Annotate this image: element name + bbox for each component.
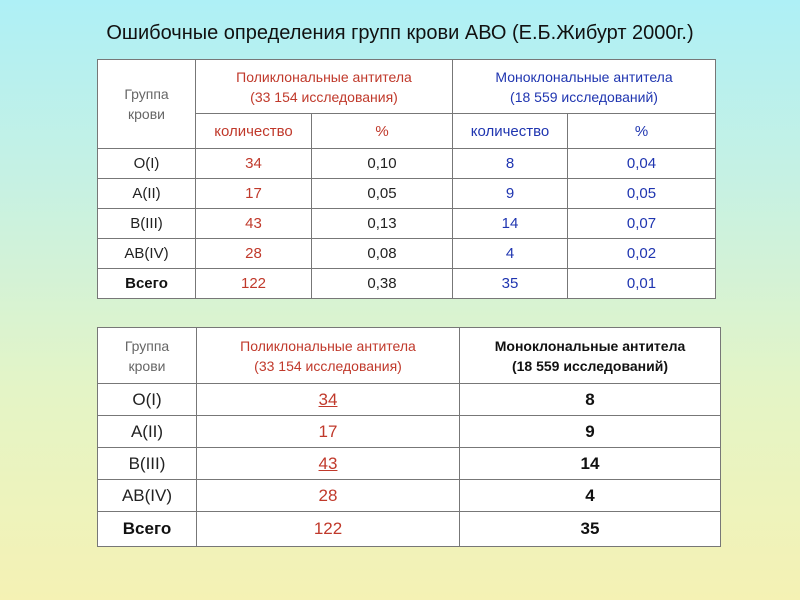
group-header-line1: Группа (124, 86, 169, 102)
poly-count-cell: 28 (197, 480, 460, 512)
poly-count-cell: 28 (196, 239, 312, 269)
group-cell: O(I) (98, 384, 197, 416)
mono-count-cell: 14 (453, 209, 568, 239)
table-row-total (98, 512, 721, 547)
mono-count-cell: 9 (460, 416, 721, 448)
table-row (98, 239, 716, 269)
page-title: Ошибочные определения групп крови АВО (Е.Б.Жибурт 2000г.) (106, 22, 694, 44)
poly-count-cell: 43 (196, 209, 312, 239)
group-cell: A(II) (98, 179, 196, 209)
poly-count-cell: 34 (196, 149, 312, 179)
mono-count-cell: 35 (460, 512, 721, 547)
error-stats-table-summary (97, 327, 721, 547)
poly-pct-cell: 0,13 (312, 209, 453, 239)
group-header-cell (98, 328, 197, 384)
group-cell: AB(IV) (98, 480, 197, 512)
poly-count-cell: 17 (197, 416, 460, 448)
mono-count-cell: 14 (460, 448, 721, 480)
mono-header-line2: (18 559 исследований) (511, 357, 669, 374)
group-header-cell (98, 60, 196, 149)
table-row (98, 480, 721, 512)
group-cell: A(II) (98, 416, 197, 448)
mono-header-cell (460, 328, 721, 384)
total-label-cell: Всего (98, 512, 197, 547)
poly-pct-cell: 0,05 (312, 179, 453, 209)
poly-header-line2: (33 154 исследования) (254, 357, 402, 374)
mono-count-cell: 8 (460, 384, 721, 416)
table-row-total (98, 269, 716, 299)
mono-pct-cell: 0,04 (568, 149, 716, 179)
mono-count-cell: 4 (453, 239, 568, 269)
poly-pct-cell: 0,10 (312, 149, 453, 179)
mono-pct-cell: 0,05 (568, 179, 716, 209)
poly-count-cell: 43 (197, 448, 460, 480)
error-stats-table-detailed (97, 59, 716, 299)
group-cell: B(III) (98, 448, 197, 480)
group-cell: B(III) (98, 209, 196, 239)
group-cell: AB(IV) (98, 239, 196, 269)
group-cell: O(I) (98, 149, 196, 179)
mono-count-cell: 8 (453, 149, 568, 179)
mono-count-cell: 4 (460, 480, 721, 512)
mono-header-line2: (18 559 исследований) (510, 88, 658, 105)
mono-pct-cell: 0,01 (568, 269, 716, 299)
mono-pct-cell: 0,07 (568, 209, 716, 239)
poly-count-cell: 122 (197, 512, 460, 547)
poly-header-line1: Поликлональные антитела (240, 337, 416, 354)
mono-count-cell: 35 (453, 269, 568, 299)
poly-pct-cell: 0,08 (312, 239, 453, 269)
table-row (98, 179, 716, 209)
group-header-line2: крови (128, 357, 166, 374)
poly-count-cell: 34 (197, 384, 460, 416)
mono-header-line1: Моноклональные антитела (495, 68, 673, 85)
mono-count-cell: 9 (453, 179, 568, 209)
table-row (98, 149, 716, 179)
total-label-cell: Всего (98, 269, 196, 299)
poly-count-cell: 17 (196, 179, 312, 209)
group-header-line2: крови (128, 106, 165, 122)
mono-pct-cell: 0,02 (568, 239, 716, 269)
group-header-line1: Группа (124, 337, 170, 354)
table-row (98, 384, 721, 416)
table-row (98, 416, 721, 448)
poly-header-cell (196, 60, 453, 114)
poly-pct-cell: 0,38 (312, 269, 453, 299)
table-row (98, 209, 716, 239)
subheader-mono-count: количество (453, 114, 568, 149)
poly-count-cell: 122 (196, 269, 312, 299)
table-row (98, 448, 721, 480)
mono-header-cell (453, 60, 716, 114)
subheader-poly-pct: % (312, 114, 453, 149)
mono-header-line1: Моноклональные антитела (494, 337, 686, 354)
subheader-mono-pct: % (568, 114, 716, 149)
poly-header-cell (197, 328, 460, 384)
poly-header-line1: Поликлональные антитела (236, 68, 412, 85)
subheader-poly-count: количество (196, 114, 312, 149)
poly-header-line2: (33 154 исследования) (250, 88, 398, 105)
